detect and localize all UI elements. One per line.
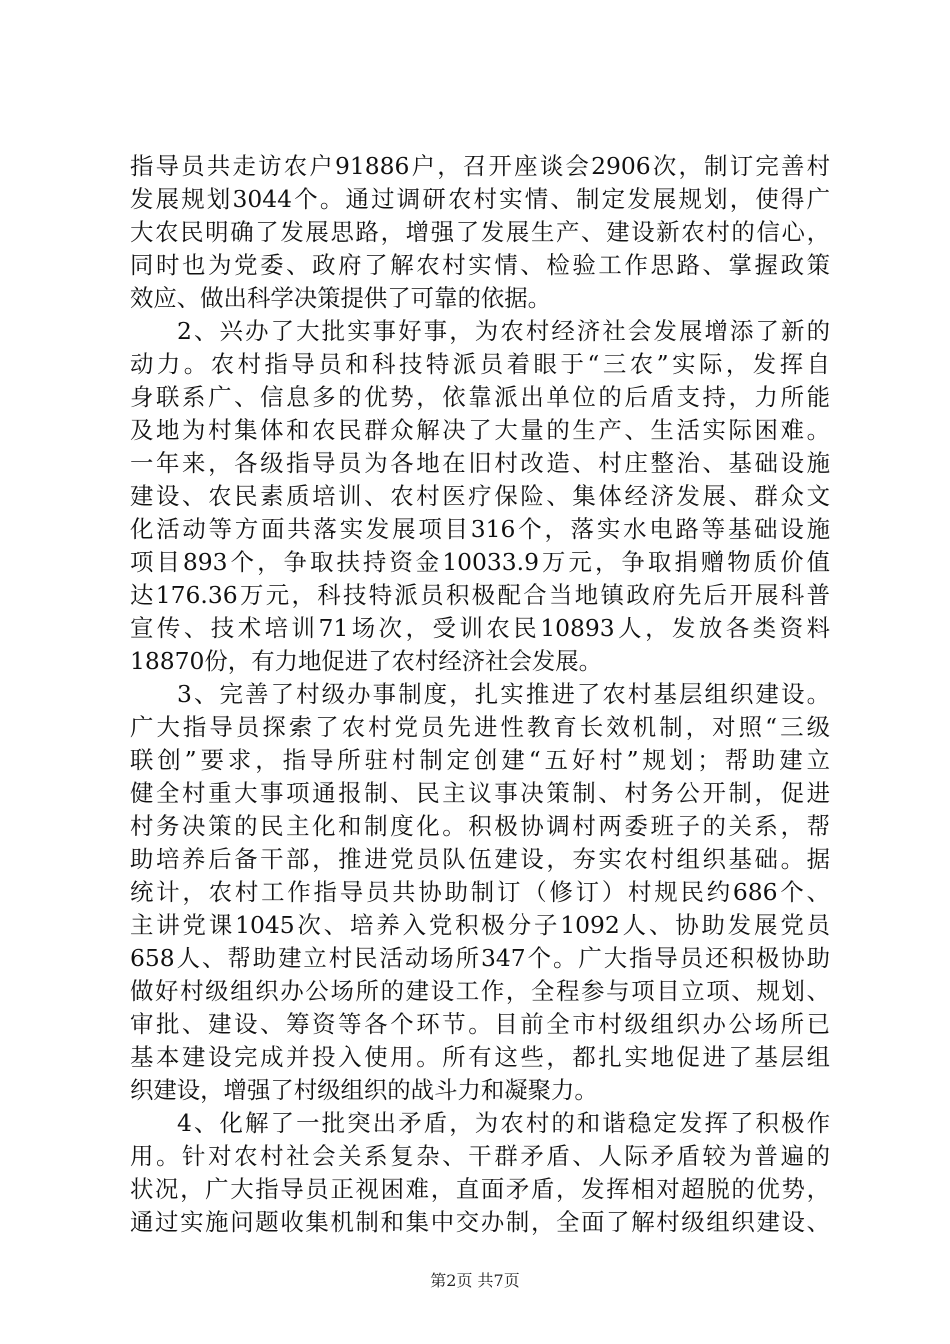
text-line: 大农民明确了发展思路，增强了发展生产、建设新农村的信心， — [130, 218, 830, 246]
text-line: 广大指导员探索了农村党员先进性教育长效机制，对照“三级 — [130, 713, 830, 741]
text-line: 主讲党课1045次、培养入党积极分子1092人、协助发展党员 — [130, 911, 830, 939]
text-line: 健全村重大事项通报制、民主议事决策制、村务公开制，促进 — [130, 779, 830, 807]
text-line: 4、化解了一批突出矛盾，为农村的和谐稳定发挥了积极作 — [177, 1109, 830, 1137]
text-line: 2、兴办了大批实事好事，为农村经济社会发展增添了新的 — [177, 317, 830, 345]
text-line: 身联系广、信息多的优势，依靠派出单位的后盾支持，力所能 — [130, 383, 830, 411]
text-line: 发展规划3044个。通过调研农村实情、制定发展规划，使得广 — [130, 185, 830, 213]
text-line: 达176.36万元，科技特派员积极配合当地镇政府先后开展科普 — [130, 581, 830, 609]
text-line: 化活动等方面共落实发展项目316个，落实水电路等基础设施 — [130, 515, 830, 543]
text-line: 做好村级组织办公场所的建设工作，全程参与项目立项、规划、 — [130, 977, 830, 1005]
text-line: 村务决策的民主化和制度化。积极协调村两委班子的关系，帮 — [130, 812, 830, 840]
text-line: 助培养后备干部，推进党员队伍建设，夯实农村组织基础。据 — [130, 845, 830, 873]
text-line: 联创”要求，指导所驻村制定创建“五好村”规划；帮助建立 — [130, 746, 830, 774]
text-line: 基本建设完成并投入使用。所有这些，都扎实地促进了基层组 — [130, 1043, 830, 1071]
text-line: 动力。农村指导员和科技特派员着眼于“三农”实际，发挥自 — [130, 350, 830, 378]
page-footer: 第2页 共7页 — [430, 1271, 520, 1290]
document-body — [130, 150, 830, 1239]
text-line: 织建设，增强了村级组织的战斗力和凝聚力。 — [130, 1076, 598, 1104]
text-line: 658人、帮助建立村民活动场所347个。广大指导员还积极协助 — [130, 944, 830, 972]
text-line: 通过实施问题收集机制和集中交办制，全面了解村级组织建设、 — [130, 1208, 830, 1236]
text-line: 及地为村集体和农民群众解决了大量的生产、生活实际困难。 — [130, 416, 830, 444]
text-line: 宣传、技术培训71场次，受训农民10893人，发放各类资料 — [130, 614, 830, 642]
text-line: 18870份，有力地促进了农村经济社会发展。 — [130, 647, 603, 675]
text-line: 指导员共走访农户91886户，召开座谈会2906次，制订完善村 — [130, 152, 830, 180]
text-line: 同时也为党委、政府了解农村实情、检验工作思路、掌握政策 — [130, 251, 830, 279]
text-line: 状况，广大指导员正视困难，直面矛盾，发挥相对超脱的优势， — [130, 1175, 830, 1203]
text-line: 审批、建设、筹资等各个环节。目前全市村级组织办公场所已 — [130, 1010, 830, 1038]
text-line: 建设、农民素质培训、农村医疗保险、集体经济发展、群众文 — [130, 482, 830, 510]
text-line: 效应、做出科学决策提供了可靠的依据。 — [130, 284, 552, 312]
text-line: 3、完善了村级办事制度，扎实推进了农村基层组织建设。 — [177, 680, 830, 708]
text-line: 统计，农村工作指导员共协助制订（修订）村规民约686个、 — [130, 878, 830, 906]
text-line: 用。针对农村社会关系复杂、干群矛盾、人际矛盾较为普遍的 — [130, 1142, 830, 1170]
text-line: 项目893个，争取扶持资金10033.9万元，争取捐赠物质价值 — [130, 548, 830, 576]
text-line: 一年来，各级指导员为各地在旧村改造、村庄整治、基础设施 — [130, 449, 830, 477]
